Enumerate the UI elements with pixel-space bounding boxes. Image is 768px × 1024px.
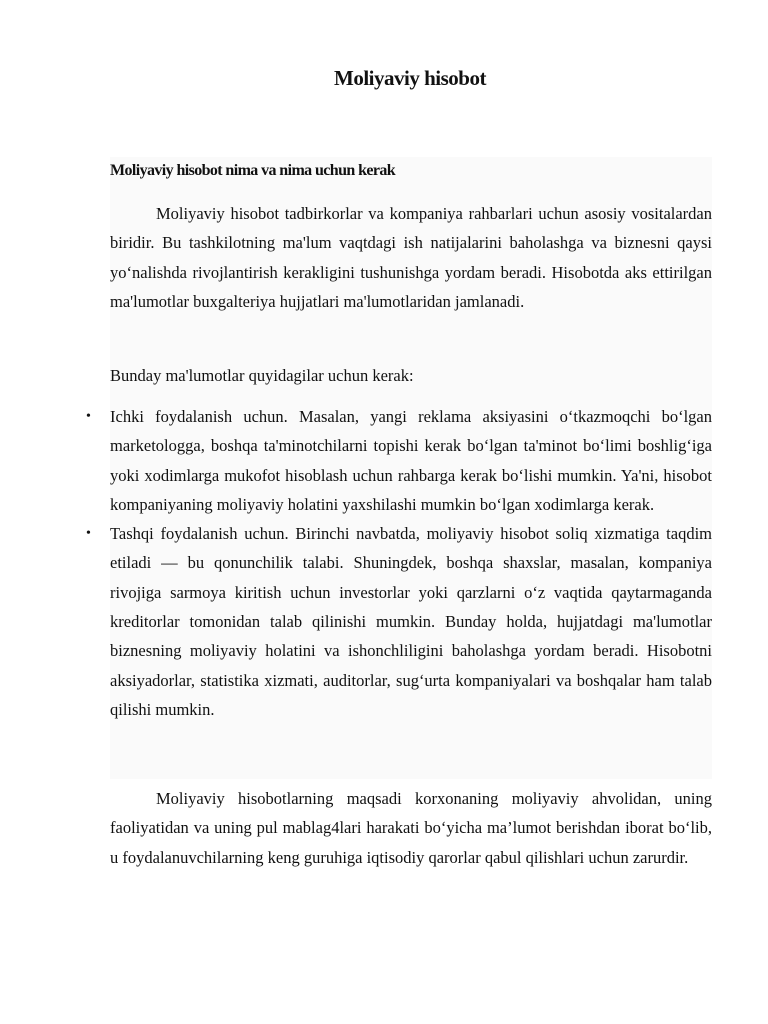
bullet-icon: • xyxy=(86,409,91,424)
bullet-icon: • xyxy=(86,526,91,542)
list-item xyxy=(86,519,712,724)
list-item-text: Ichki foydalanish uchun. Masalan, yangi reklama aksiyasini o‘tkazmoqchi bo‘lgan marketologga, boshqa ta'minotchilarni topishi kerak bo‘lgan ta'minot bo‘limi boshlig‘iga yoki xodimlarga mukofot hisoblash uchun rahbarga kerak bo‘lishi mumkin. Ya'ni, hisobot kompaniyaning moliyaviy holatini yaxshilashi mumkin bo‘lgan xodimlarga kerak. xyxy=(110,407,712,514)
bullet-list xyxy=(86,402,712,724)
paragraph-list-intro: Bunday ma'lumotlar quyidagilar uchun kerak: xyxy=(110,366,414,385)
paragraph-intro: Moliyaviy hisobot tadbirkorlar va kompaniya rahbarlari uchun asosiy vositalardan biridir. Bu tashkilotning ma'lum vaqtdagi ish natijalarini baholashga va biznesni qaysi yo‘nalishda rivojlantirish kerakligini tushunishga yordam beradi. Hisobotda aks ettirilgan ma'lumotlar buxgalteriya hujjatlari ma'lumotlaridan jamlanadi. xyxy=(110,204,712,311)
page-title: Moliyaviy hisobot xyxy=(334,66,486,90)
section-heading: Moliyaviy hisobot nima va nima uchun kerak xyxy=(110,162,396,179)
list-item-text: Tashqi foydalanish uchun. Birinchi navbatda, moliyaviy hisobot soliq xizmatiga taqdim etiladi — bu qonunchilik talabi. Shuningdek, boshqa shaxslar, masalan, kompaniya rivojiga sarmoya kiritish uchun investorlar yoki qarzlarni o‘z vaqtida qaytarmaganda kreditorlar tomonidan talab qilinishi mumkin. Bunday holda, hujjatdagi ma'lumotlar biznesning moliyaviy holatini va ishonchliligini baholashga yordam beradi. Hisobotni aksiyadorlar, statistika xizmati, auditorlar, sug‘urta kompaniyalari va boshqalar ham talab qilishi mumkin. xyxy=(110,524,712,719)
list-item xyxy=(86,402,712,519)
paragraph-conclusion: Moliyaviy hisobotlarning maqsadi korxonaning moliyaviy ahvolidan, uning faoliyatidan va uning pul mablag4lari harakati bo‘yicha ma’lumot berishdan iborat bo‘lib, u foydalanuvchilarning keng guruhiga iqtisodiy qarorlar qabul qilishlari uchun zarurdir. xyxy=(110,789,712,867)
